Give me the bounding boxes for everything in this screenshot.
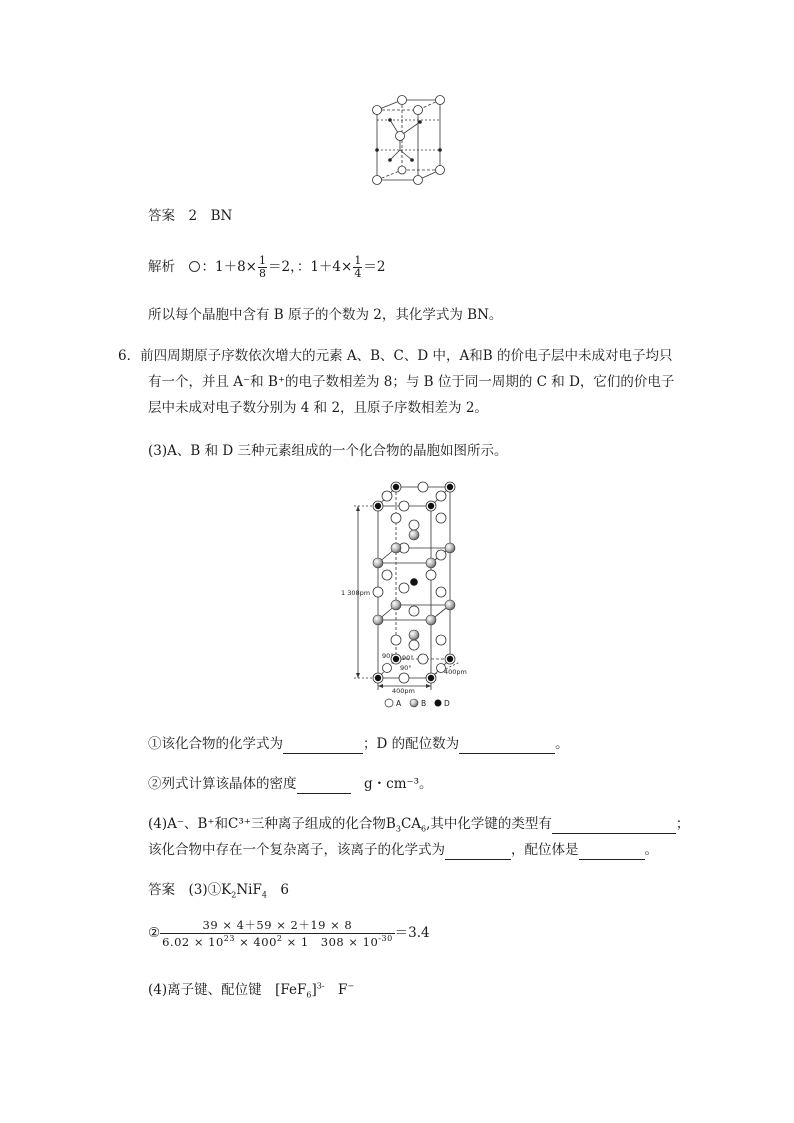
question-6-line-3: 层中未成对电子数分别为 4 和 2，且原子序数相差为 2。 bbox=[148, 400, 488, 416]
height-dimension-label: 1 308pm bbox=[341, 589, 371, 597]
fraction-1-4: $\frac{1}{4}$ bbox=[354, 254, 362, 280]
analysis-text-2: ＝2，：1＋4× bbox=[268, 259, 353, 275]
question-6-line-1: 6．前四周期原子序数依次增大的元素 A、B、C、D 中，A和B 的价电子层中未成对电子均只 bbox=[118, 348, 673, 364]
answer-line-4: (4)离子键、配位键 $[FeF_6]^{3-}$ F− bbox=[148, 981, 355, 1000]
angle-label-2: 90° bbox=[402, 654, 414, 662]
part-3-intro: (3)A、B 和 D 三种元素组成的一个化合物的晶胞如图所示。 bbox=[148, 443, 508, 459]
depth-dimension-label: 400pm bbox=[444, 668, 467, 676]
density-fraction bbox=[160, 918, 395, 949]
width-dimension-label: 400pm bbox=[392, 687, 415, 695]
analysis-label: 解析 bbox=[148, 259, 175, 275]
angle-label-3: 90° bbox=[400, 664, 412, 672]
formula-answer-blank[interactable] bbox=[283, 739, 363, 754]
conclusion-text: 所以每个晶胞中含有 B 原子的个数为 2，其化学式为 BN。 bbox=[148, 307, 503, 323]
part-4-line-2: 该化合物中存在一个复杂离子，该离子的化学式为 ，配位体是 。 bbox=[148, 842, 658, 858]
fraction-1-8: $\frac{1}{8}$ bbox=[259, 254, 266, 280]
question-number: 6． bbox=[118, 348, 141, 364]
density-denominator: $6.02 \times 10^{23} \times 400^2 \times 1$ $308 \times 10^{-30}$ bbox=[162, 934, 393, 949]
angle-label-1: 90° bbox=[382, 652, 394, 660]
density-result: ＝3.4 bbox=[394, 925, 430, 941]
part-4-line-1: (4)A⁻、B⁺和C³⁺三种离子组成的化合物$B_3CA_6$,其中化学键的类型有 ； bbox=[148, 816, 690, 834]
density-calculation: ② $\frac{39 \times 4+59 \times 2+19 \times 8}{6.02 \times 10^{23} \times 400^2 \times 1 308 \times 10^{-30}}$ ＝3.4 bbox=[148, 918, 430, 949]
legend-b-label: B bbox=[421, 699, 427, 708]
sub-question-2: ②列式计算该晶体的密度 g・cm⁻³。 bbox=[148, 776, 433, 792]
bn-crystal-figure bbox=[360, 92, 456, 188]
sub-question-1: ①该化合物的化学式为 ；D 的配位数为 。 bbox=[148, 736, 569, 752]
complex-ion-blank[interactable] bbox=[445, 845, 511, 860]
density-answer-blank[interactable] bbox=[297, 779, 351, 794]
analysis-text-3: ＝2 bbox=[363, 259, 386, 275]
answer-line-2: 答案 $(3)①K_2NiF_4$ 6 bbox=[148, 882, 289, 900]
analysis-line bbox=[148, 255, 385, 280]
ligand-blank[interactable] bbox=[579, 845, 645, 860]
k2nif4-unit-cell-figure bbox=[340, 478, 475, 713]
white-atom-icon bbox=[189, 261, 200, 272]
legend-a-label: A bbox=[396, 699, 402, 708]
answer-label-2: 答案 bbox=[148, 882, 175, 898]
analysis-text-1: ：1＋8× bbox=[201, 259, 257, 275]
density-numerator: 39 × 4＋59 × 2＋19 × 8 bbox=[160, 918, 395, 934]
question-6-line-2: 有一个，并且 A⁻和 B⁺的电子数相差为 8；与 B 位于同一周期的 C 和 D，它们的价电子 bbox=[148, 374, 675, 390]
coordination-number-blank[interactable] bbox=[459, 739, 555, 754]
answer-label: 答案 bbox=[148, 208, 175, 224]
answer-line-1 bbox=[148, 206, 232, 226]
legend-d-label: D bbox=[444, 699, 450, 708]
answer-value: 2 BN bbox=[188, 208, 233, 224]
bond-type-blank[interactable] bbox=[552, 819, 676, 834]
